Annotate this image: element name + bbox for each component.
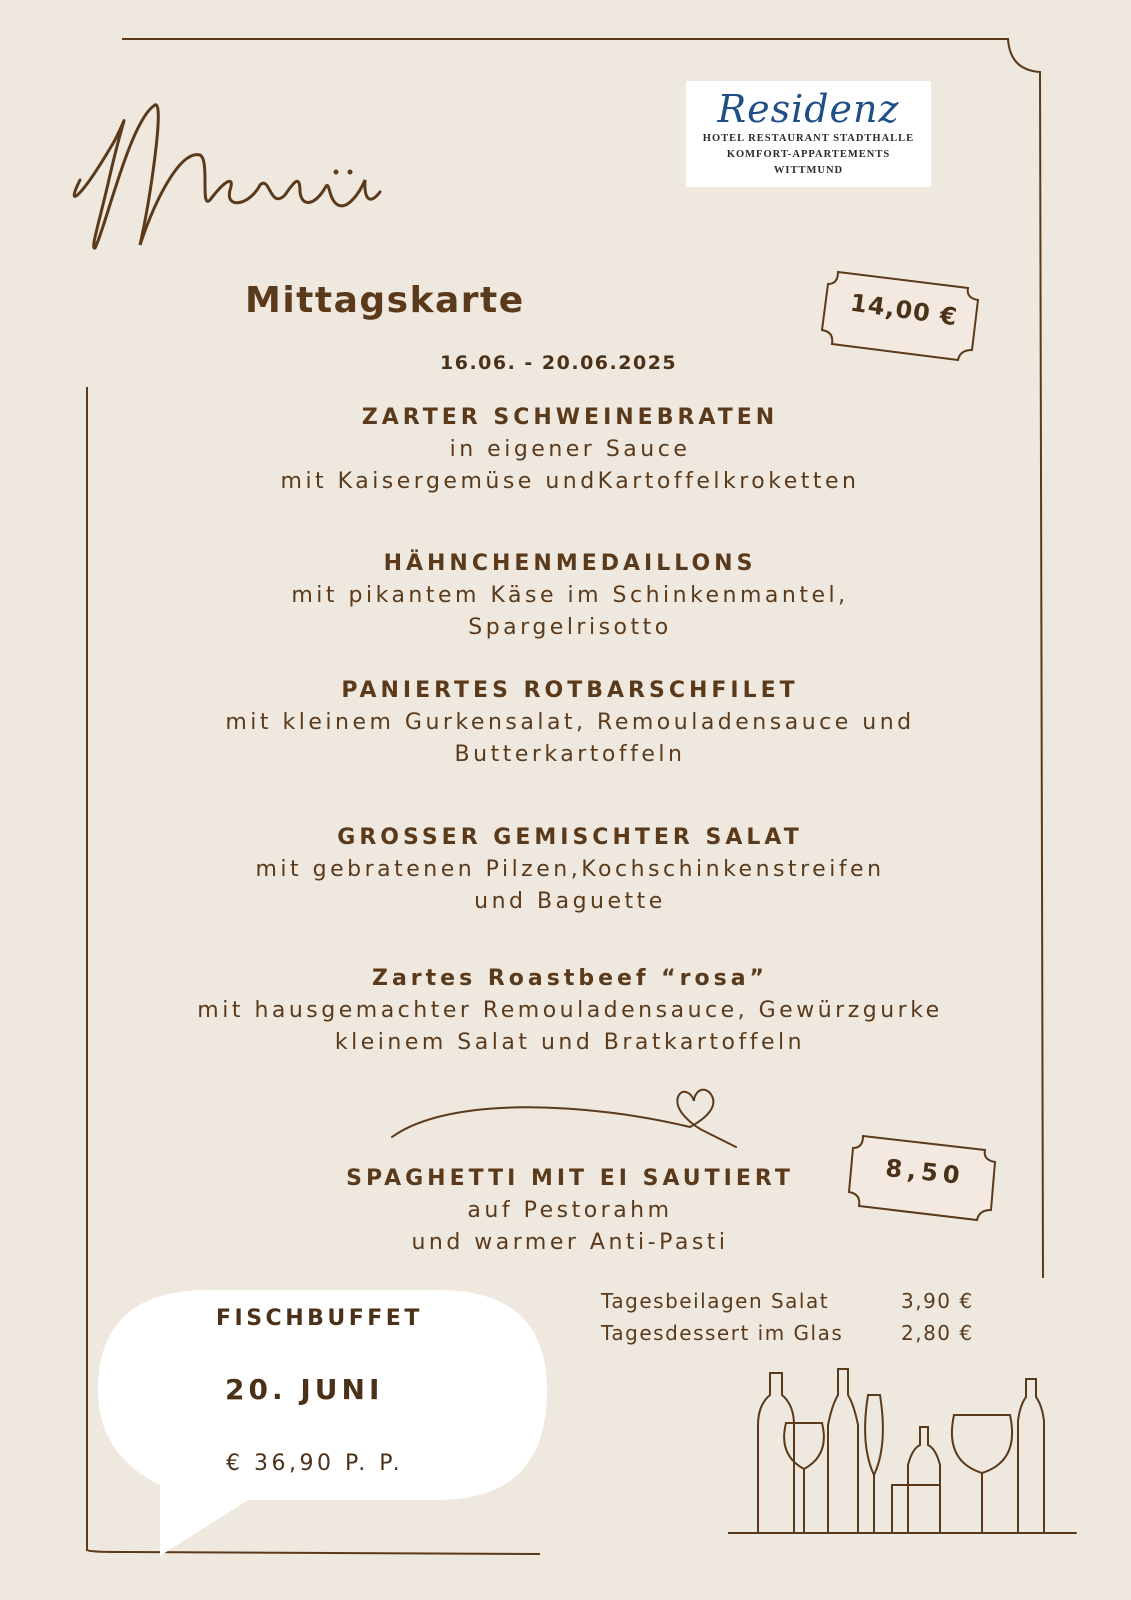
main-price: 14,00 € (848, 288, 960, 332)
page-subtitle: Mittagskarte (245, 280, 525, 321)
date-range: 16.06. - 20.06.2025 (440, 352, 678, 374)
dish-description: Butterkartoffeln (454, 742, 686, 767)
logo-line-2: KOMFORT-APPARTEMENTS (726, 149, 891, 160)
dish-description: und warmer Anti-Pasti (411, 1230, 729, 1255)
extra-price: 3,90 € (901, 1289, 974, 1313)
list-item (601, 1285, 974, 1317)
dish-description: mit gebratenen Pilzen,Kochschinkenstreifen (255, 857, 885, 882)
side-extras-list (601, 1285, 974, 1349)
list-item (601, 1317, 974, 1349)
logo-line-1: HOTEL RESTAURANT STADTHALLE (702, 133, 915, 144)
dish-description: mit Kaisergemüse undKartoffelkroketten (280, 469, 860, 494)
dish-description: kleinem Salat und Bratkartoffeln (334, 1030, 806, 1055)
dish-item (120, 963, 1020, 1059)
dish-item (120, 675, 1020, 771)
dish-item (120, 402, 1020, 498)
dish-item (120, 548, 1020, 644)
bottles-glasses-icon (728, 1365, 1078, 1535)
dish-name: GROSSER GEMISCHTER SALAT (337, 825, 803, 850)
extra-price: 2,80 € (901, 1321, 974, 1345)
dish-name: Zartes Roastbeef “rosa” (372, 966, 768, 991)
dish-description: mit kleinem Gurkensalat, Remouladensauce und (225, 710, 915, 735)
extra-label: Tagesbeilagen Salat (601, 1289, 830, 1313)
dish-name: ZARTER SCHWEINEBRATEN (361, 405, 779, 430)
dish-description: in eigener Sauce (449, 437, 691, 462)
fischbuffet-date: 20. JUNI (225, 1373, 384, 1406)
script-menu-title (60, 80, 400, 270)
dish-description: mit hausgemachter Remouladensauce, Gewürzgurke (197, 998, 943, 1023)
logo-brand: Residenz (717, 87, 900, 131)
fischbuffet-price: € 36,90 P. P. (226, 1451, 404, 1476)
dish-name: SPAGHETTI MIT EI SAUTIERT (346, 1166, 794, 1191)
heart-flourish-icon (390, 1085, 750, 1155)
dish-description: Spargelrisotto (468, 615, 672, 640)
dish-item (120, 822, 1020, 918)
dish-name: PANIERTES ROTBARSCHFILET (341, 678, 799, 703)
main-price-badge (818, 266, 990, 366)
residenz-logo (686, 81, 931, 187)
fischbuffet-title: FISCHBUFFET (216, 1306, 423, 1331)
dish-description: mit pikantem Käse im Schinkenmantel, (291, 583, 849, 608)
logo-line-3: WITTMUND (773, 165, 844, 176)
dish-name: HÄHNCHENMEDAILLONS (383, 551, 757, 576)
dish-item (120, 1163, 1020, 1259)
pasta-price: 8,50 (884, 1153, 966, 1191)
dish-description: auf Pestorahm (467, 1198, 673, 1223)
extra-label: Tagesdessert im Glas (601, 1321, 844, 1345)
dish-description: und Baguette (474, 889, 666, 914)
